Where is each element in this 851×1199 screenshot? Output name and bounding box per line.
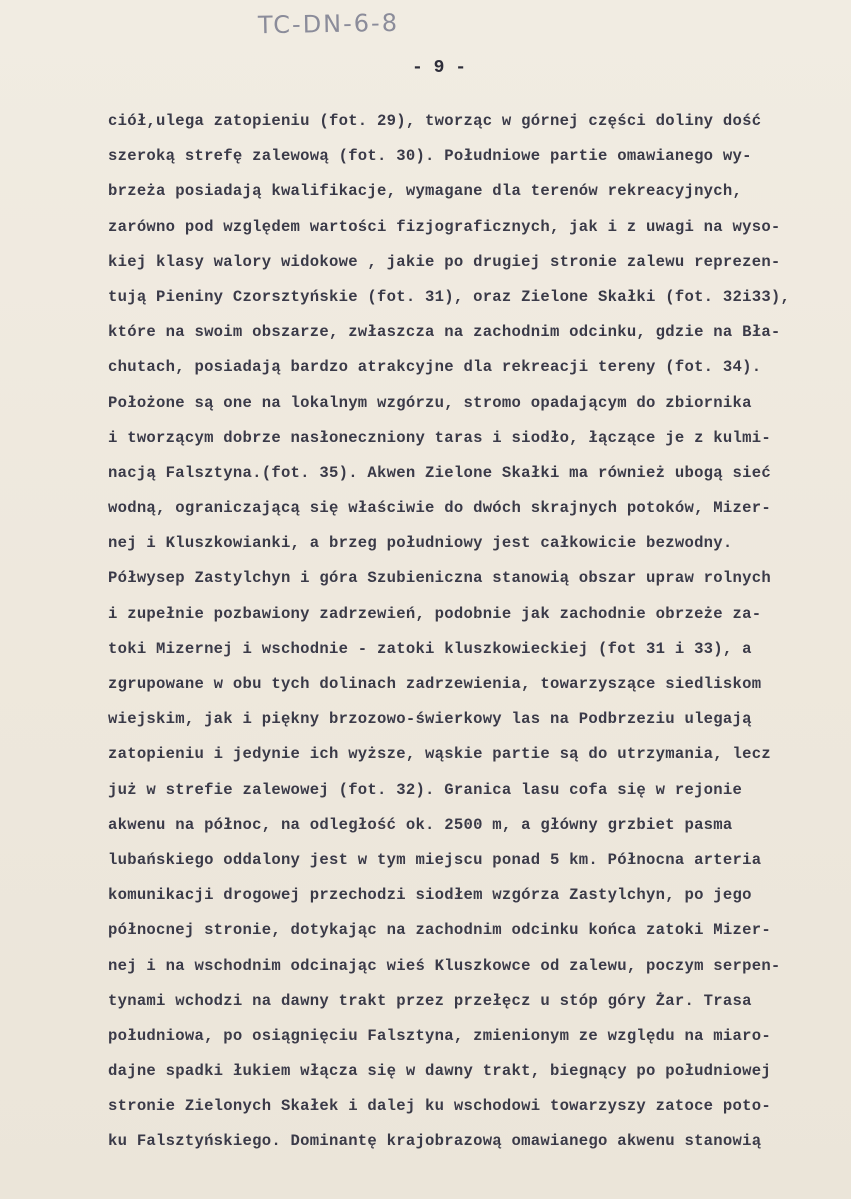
text-line: tują Pieniny Czorsztyńskie (fot. 31), oraz Zielone Skałki (fot. 32i33), [108, 287, 791, 306]
text-line: nej i na wschodnim odcinając wieś Kluszkowce od zalewu, poczym serpen- [108, 956, 781, 975]
typewritten-body [108, 104, 843, 1160]
text-line: lubańskiego oddalony jest w tym miejscu ponad 5 km. Północna arteria [108, 850, 762, 869]
text-line: już w strefie zalewowej (fot. 32). Granica lasu cofa się w rejonie [108, 780, 743, 799]
text-line: brzeża posiadają kwalifikacje, wymagane dla terenów rekreacyjnych, [108, 182, 743, 201]
text-line: nej i Kluszkowianki, a brzeg południowy jest całkowicie bezwodny. [108, 534, 733, 553]
text-line: szeroką strefę zalewową (fot. 30). Południowe partie omawianego wy- [108, 147, 752, 166]
text-line: akwenu na północ, na odległość ok. 2500 m, a główny grzbiet pasma [108, 815, 733, 834]
text-line: Półwysep Zastylchyn i góra Szubieniczna stanowią obszar upraw rolnych [108, 569, 771, 588]
archive-reference-mark: TC-DN-6-8 [257, 8, 400, 40]
text-line: chutach, posiadają bardzo atrakcyjne dla rekreacji tereny (fot. 34). [108, 358, 762, 377]
text-line: i tworzącym dobrze nasłoneczniony taras i siodło, łączące je z kulmi- [108, 428, 771, 447]
text-line: wodną, ograniczającą się właściwie do dwóch skrajnych potoków, Mizer- [108, 499, 771, 518]
text-line: które na swoim obszarze, zwłaszcza na zachodnim odcinku, gdzie na Bła- [108, 323, 781, 342]
text-line: zatopieniu i jedynie ich wyższe, wąskie partie są do utrzymania, lecz [108, 745, 771, 764]
text-line: ku Falsztyńskiego. Dominantę krajobrazową omawianego akwenu stanowią [108, 1132, 762, 1151]
text-line: zarówno pod względem wartości fizjograficznych, jak i z uwagi na wyso- [108, 217, 781, 236]
text-line: komunikacji drogowej przechodzi siodłem wzgórza Zastylchyn, po jego [108, 886, 752, 905]
text-line: Położone są one na lokalnym wzgórzu, stromo opadającym do zbiornika [108, 393, 752, 412]
text-line: północnej stronie, dotykając na zachodnim odcinku końca zatoki Mizer- [108, 921, 771, 940]
text-line: zgrupowane w obu tych dolinach zadrzewienia, towarzyszące siedliskom [108, 675, 762, 693]
text-line: i zupełnie pozbawiony zadrzewień, podobnie jak zachodnie obrzeże za- [108, 604, 762, 623]
text-line: południowa, po osiągnięciu Falsztyna, zmienionym ze względu na miaro- [108, 1026, 771, 1045]
text-line: nacją Falsztyna.(fot. 35). Akwen Zielone Skałki ma również ubogą sieć [108, 463, 771, 482]
page-number: - 9 - [412, 58, 467, 78]
text-line: toki Mizernej i wschodnie - zatoki kluszkowieckiej (fot 31 i 33), a [108, 639, 752, 658]
text-line: ciół,ulega zatopieniu (fot. 29), tworząc w górnej części doliny dość [108, 112, 762, 130]
text-line: wiejskim, jak i piękny brzozowo-świerkowy las na Podbrzeziu ulegają [108, 710, 752, 729]
text-line: kiej klasy walory widokowe , jakie po drugiej stronie zalewu reprezen- [108, 252, 781, 271]
text-line: stronie Zielonych Skałek i dalej ku wschodowi towarzyszy zatoce poto- [108, 1097, 771, 1116]
text-line: tynami wchodzi na dawny trakt przez przełęcz u stóp góry Żar. Trasa [108, 991, 752, 1010]
text-line: dajne spadki łukiem włącza się w dawny trakt, biegnący po południowej [108, 1062, 771, 1081]
